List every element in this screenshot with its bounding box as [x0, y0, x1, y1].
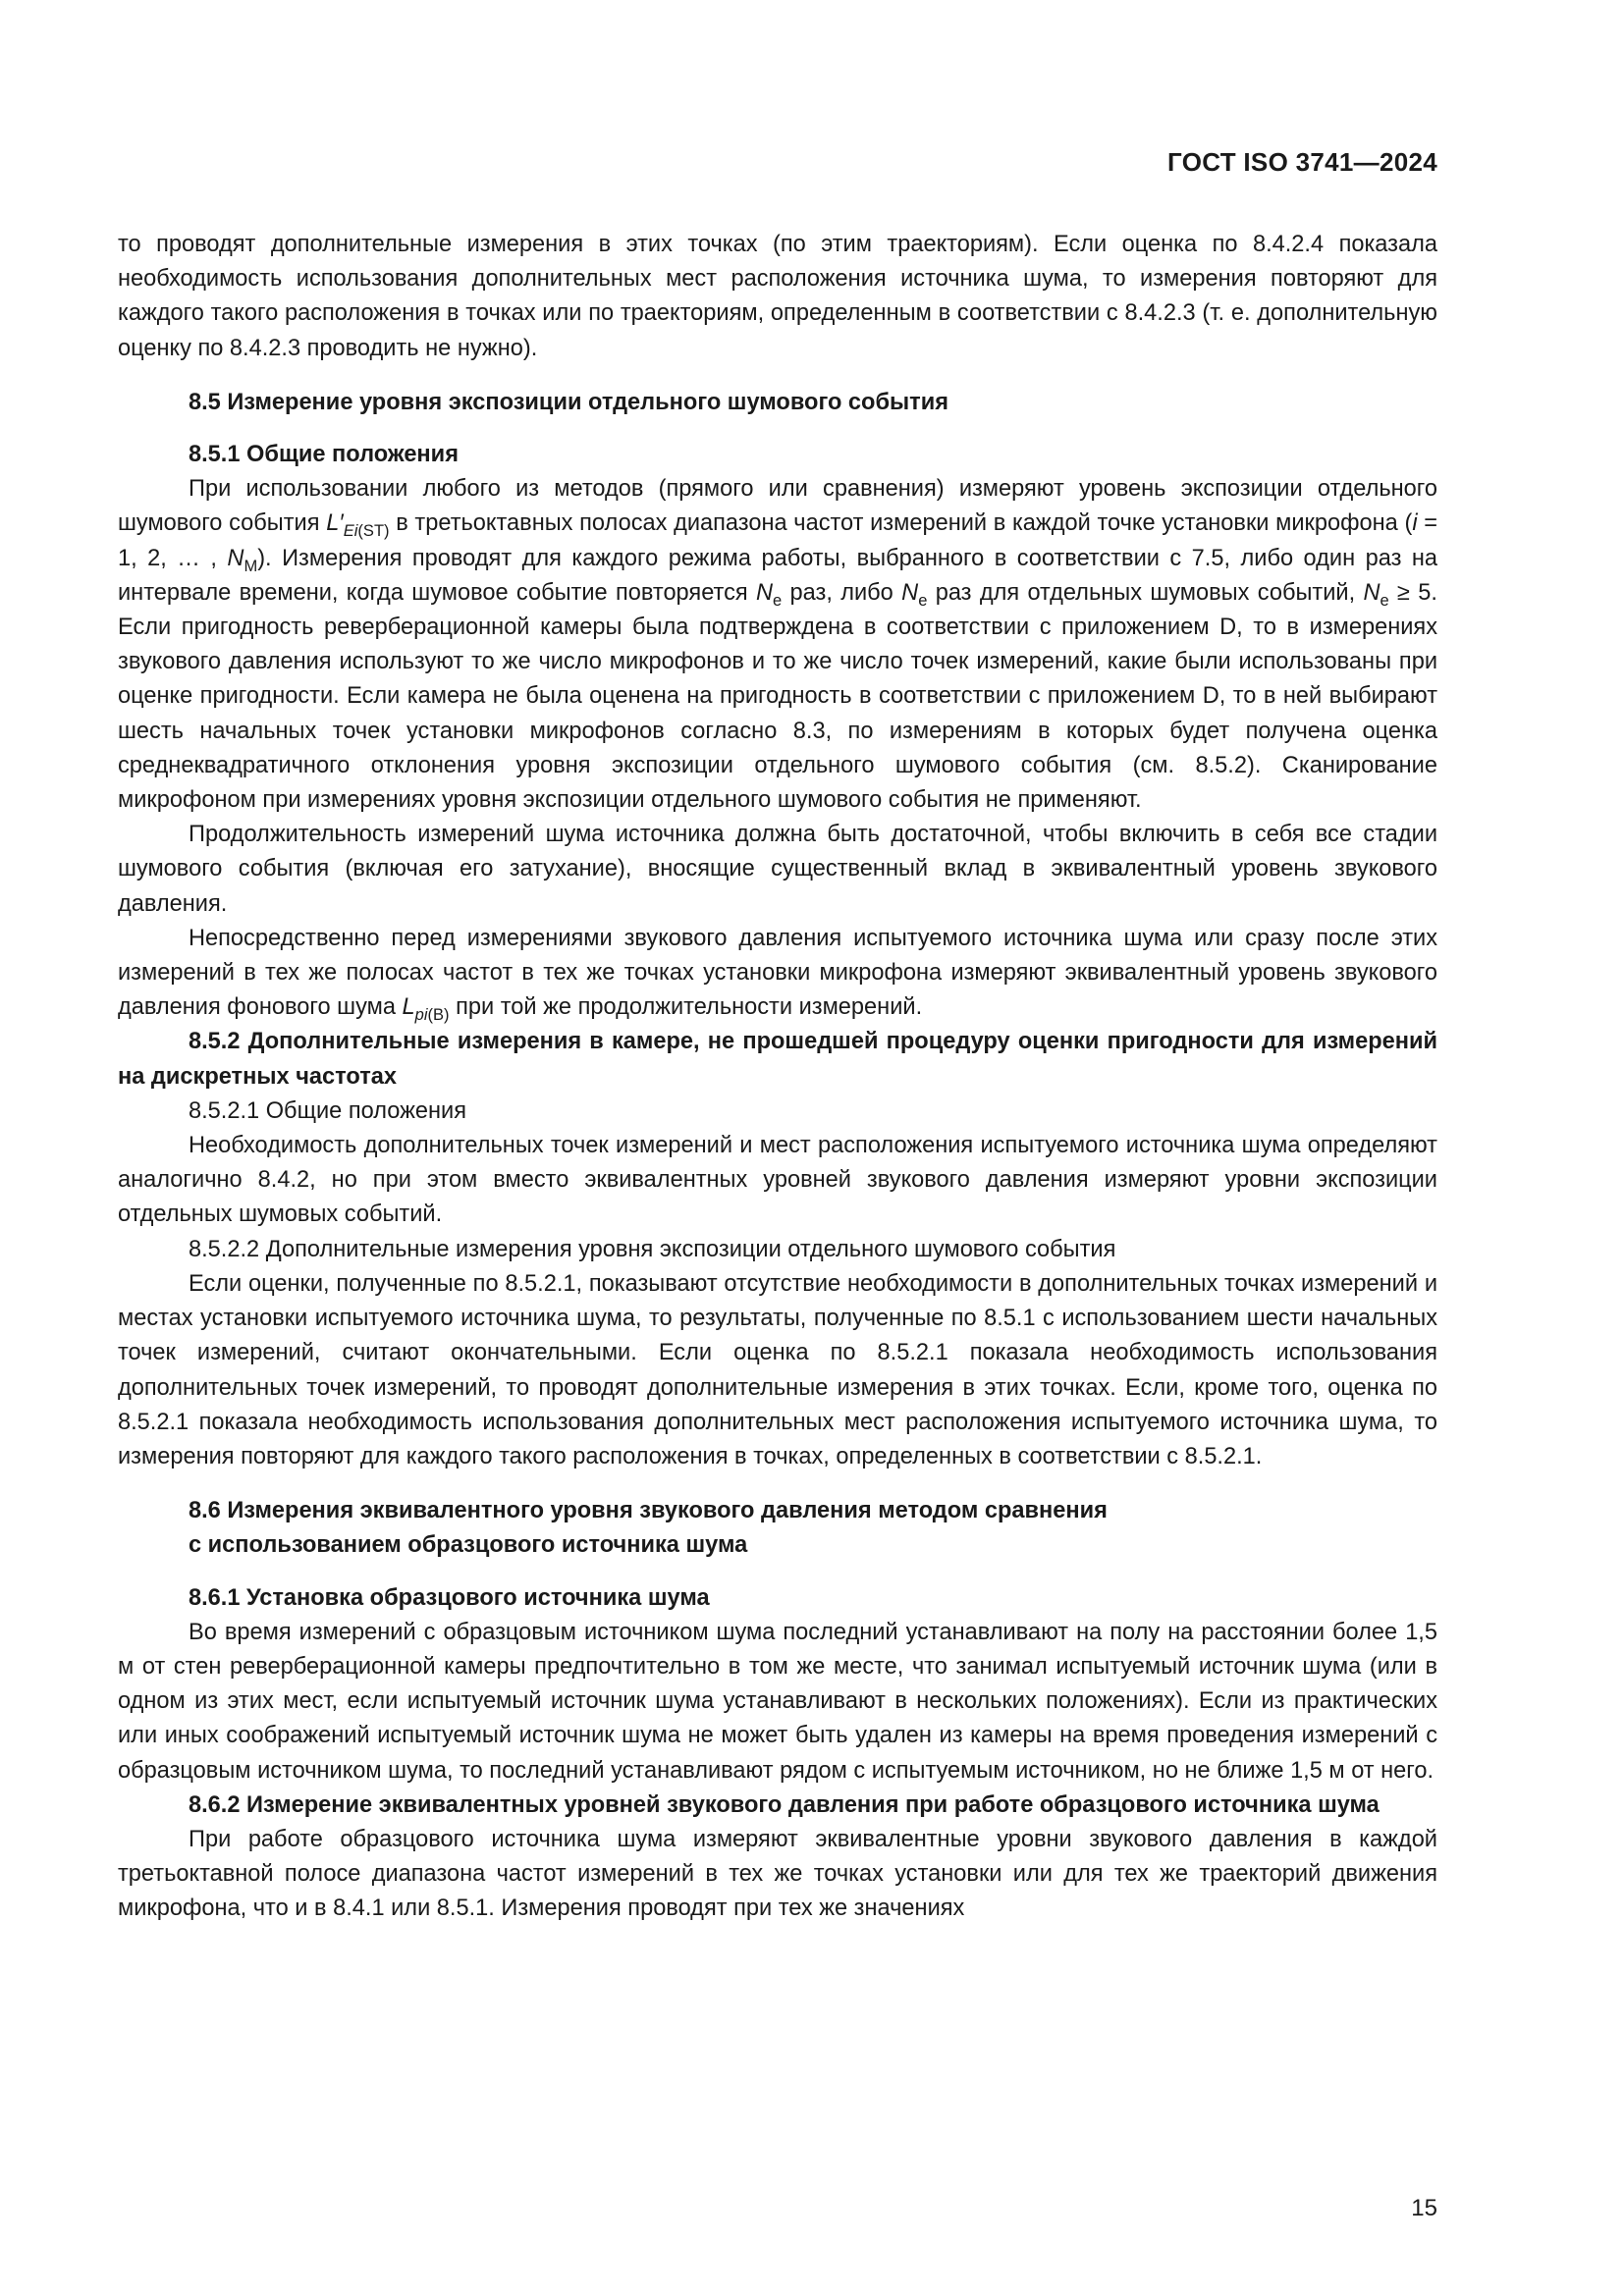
- paragraph-8-5-2-1: Необходимость дополнительных точек измерений и мест расположения испытуемого источника шума определяют аналогично 8.4.2, но при этом вместо эквивалентных уровней звукового давления измеряют уровни экспозиции отдельных шумовых событий.: [118, 1133, 1437, 1228]
- symbol-base: N: [1363, 579, 1380, 606]
- paragraph-background-noise: [118, 922, 1437, 1026]
- paragraph-8-6-1: Во время измерений с образцовым источником шума последний устанавливают на полу на расстоянии более 1,5 м от стен реверберационной камеры предпочтительно в том же месте, что занимал испытуемый источник шума (или в одном из этих мест, если испытуемый источник шума устанавливают в нескольких положениях). Если из практических или иных соображений испытуемый источник шума не может быть удален из камеры на время проведения измерений с образцовым источником шума, то последний устанавливают рядом с испытуемым источником, но не ближе 1,5 м от него.: [118, 1619, 1437, 1784]
- symbol-base: N: [755, 579, 774, 606]
- text-run: раз для отдельных шумовых событий,: [935, 579, 1356, 606]
- symbol-event-count: [755, 579, 783, 610]
- symbol-event-count: [1363, 579, 1389, 610]
- text-run: Непосредственно перед измерениями звукового давления испытуемого источника шума или сразу после этих измерений в тех же полосах частот в тех же точках установки микрофона измеряют эквивалентный уровень звукового давления фонового шума: [118, 925, 1437, 1021]
- symbol-subscript: (B): [427, 1005, 450, 1025]
- symbol-subscript: e: [1380, 590, 1389, 610]
- symbol-base: N: [227, 545, 244, 571]
- page-number: 15: [1411, 2195, 1437, 2221]
- section-heading-8-5: 8.5 Измерение уровня экспозиции отдельного шумового события: [189, 389, 949, 415]
- subsection-heading-8-6-2: 8.6.2 Измерение эквивалентных уровней звукового давления при работе образцового источника шума: [189, 1791, 1380, 1818]
- subsection-heading-8-5-2: 8.5.2 Дополнительные измерения в камере, не прошедшей процедуру оценки пригодности для измерений на дискретных частотах: [118, 1029, 1437, 1090]
- symbol-subscript-italic: Ei: [343, 521, 358, 541]
- symbol-subscript: M: [244, 556, 258, 575]
- paragraph-8-5-1-general: [118, 472, 1437, 818]
- paragraph-8-5-2-2: Если оценки, полученные по 8.5.2.1, показывают отсутствие необходимости в дополнительных точках измерений и местах установки испытуемого источника шума, то результаты, полученные по 8.5.1 с использованием шести начальных точек измерений, считают окончательными. Если оценка по 8.5.2.1 показала необходимость использования дополнительных точек измерений, то проводят дополнительные измерения в этих точках. Если, кроме того, оценка по 8.5.2.1 показала необходимость использования дополнительных мест расположения испытуемого источника шума, то измерения повторяют для каждого такого расположения в точках, определенных в соответствии с 8.5.2.1.: [118, 1270, 1437, 1469]
- paragraph-measurement-duration: Продолжительность измерений шума источника должна быть достаточной, чтобы включить в себя все стадии шумового события (включая его затухание), вносящие существенный вклад в эквивалентный уровень звукового давления.: [118, 822, 1437, 917]
- text-run: в третьоктавных полосах диапазона частот измерений в каждой точке установки микрофона (: [396, 510, 1413, 537]
- symbol-exposure-level: [326, 510, 390, 541]
- symbol-microphone-count: [227, 545, 258, 575]
- symbol-index: i: [1412, 510, 1418, 537]
- symbol-event-count: [901, 579, 928, 610]
- symbol-base: N: [901, 579, 919, 606]
- text-run: при той же продолжительности измерений.: [456, 994, 923, 1021]
- text-run: ). Измерения проводят для каждого режима работы, выбранного в соответствии с 7.5, либо один раз на интервале времени, когда шумовое событие повторяется: [118, 545, 1438, 606]
- document-body: [118, 228, 1437, 1927]
- text-run: = 1, 2, … ,: [118, 510, 1438, 571]
- subsection-heading-8-5-1: 8.5.1 Общие положения: [189, 442, 459, 468]
- text-run: При использовании любого из методов (прямого или сравнения) измеряют уровень экспозиции отдельного шумового события: [118, 476, 1437, 537]
- section-heading-line: 8.6 Измерения эквивалентного уровня звукового давления методом сравнения: [189, 1498, 1108, 1524]
- section-heading-line: с использованием образцового источника шума: [189, 1532, 748, 1559]
- standard-identifier: ГОСТ ISO 3741—2024: [1167, 147, 1437, 177]
- symbol-subscript: (ST): [357, 521, 390, 541]
- symbol-base: L: [402, 994, 415, 1021]
- symbol-subscript: e: [773, 590, 783, 610]
- subsection-heading-8-6-1: 8.6.1 Установка образцового источника шума: [189, 1584, 710, 1611]
- subsection-heading-8-5-2-2: 8.5.2.2 Дополнительные измерения уровня экспозиции отдельного шумового события: [189, 1236, 1116, 1262]
- subsection-heading-8-5-2-1: 8.5.2.1 Общие положения: [189, 1097, 466, 1124]
- symbol-background-level: [402, 994, 450, 1025]
- text-run: ≥ 5. Если пригодность реверберационной камеры была подтверждена в соответствии с приложением D, то в измерениях звукового давления используют то же число микрофонов и то же число точек измерений, какие были использованы при оценке пригодности. Если камера не была оценена на пригодность в соответствии с приложением D, то в ней выбирают шесть начальных точек установки микрофонов согласно 8.3, по измерениям в которых будет получена оценка среднеквадратичного отклонения уровня экспозиции отдельного шумового события (см. 8.5.2). Сканирование микрофоном при измерениях уровня экспозиции отдельного шумового события не применяют.: [118, 579, 1437, 814]
- paragraph-intro: то проводят дополнительные измерения в этих точках (по этим траекториям). Если оценка по 8.4.2.4 показала необходимость использования дополнительных мест расположения источника шума, то измерения повторяют для каждого такого расположения в точках или по траекториям, определенным в соответствии с 8.4.2.3 (т. е. дополнительную оценку по 8.4.2.3 проводить не нужно).: [118, 232, 1437, 361]
- symbol-base: L′: [326, 510, 344, 537]
- section-heading-8-6: [189, 1494, 1437, 1563]
- symbol-subscript: e: [918, 590, 928, 610]
- paragraph-8-6-2: При работе образцового источника шума измеряют эквивалентные уровни звукового давления в каждой третьоктавной полосе диапазона частот измерений в тех же точках установки или для тех же траекторий движения микрофона, что и в 8.4.1 или 8.5.1. Измерения проводят при тех же значениях: [118, 1826, 1437, 1922]
- symbol-subscript-italic: pi: [414, 1005, 428, 1025]
- text-run: раз, либо: [789, 579, 893, 606]
